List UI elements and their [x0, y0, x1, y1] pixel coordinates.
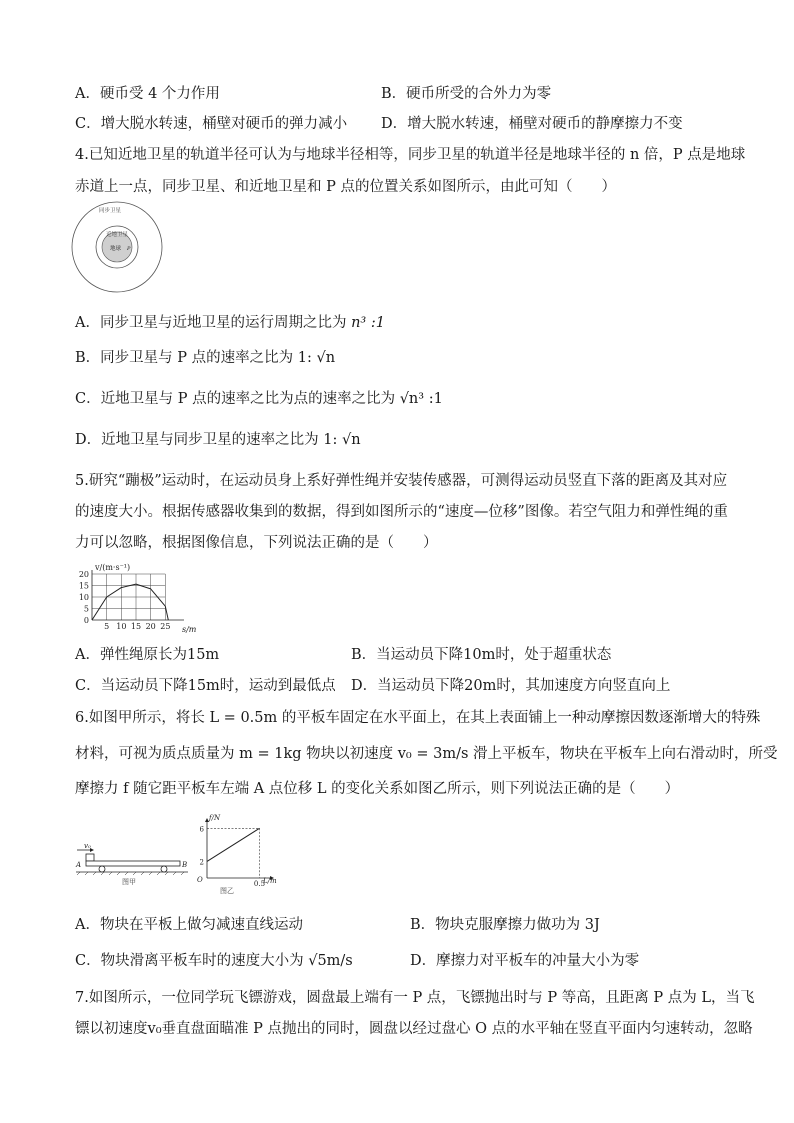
q6-option-b: B．物块克服摩擦力做功为 3J: [410, 917, 600, 933]
q3-option-c: C．增大脱水转速，桶壁对硬币的弹力减小: [75, 116, 348, 132]
chart-xlabel: s/m: [182, 625, 197, 634]
q5-option-a: A．弹性绳原长为15m: [75, 647, 220, 663]
y-tick-label: 6: [199, 825, 204, 834]
q5-stem-line1: 5.研究“蹦极”运动时，在运动员身上系好弹性绳并安装传感器，可测得运动员竖直下落的距离及其对应: [75, 473, 728, 489]
q4-option-a-math: n³ :1: [351, 315, 385, 331]
q5-option-c: C．当运动员下降15m时，运动到最低点: [75, 678, 336, 694]
point-b-label: B: [182, 861, 188, 869]
q5-stem-line2: 的速度大小。根据传感器收集到的数据，得到如图所示的“速度—位移”图像。若空气阻力和弹性绳的重: [75, 504, 728, 520]
q4-option-b-text: B．同步卫星与 P 点的速率之比为: [75, 350, 294, 366]
q5-option-b: B．当运动员下降10m时，处于超重状态: [351, 647, 612, 663]
y-tick-label: 0: [83, 616, 89, 625]
ground-hatch: [77, 872, 184, 875]
friction-displacement-chart: [192, 812, 282, 894]
q5-option-d: D．当运动员下降20m时，其加速度方向竖直向上: [351, 678, 671, 694]
chart-xlabel: L/m: [263, 877, 277, 885]
x-tick-label: 15: [130, 622, 142, 631]
chart-series: [207, 828, 260, 861]
q4-option-c-text: C．近地卫星与 P 点的速率之比为点的速率之比为: [75, 391, 396, 407]
q4-option-d: [75, 430, 361, 450]
x-tick-label: 20: [145, 622, 156, 631]
chart-axes: [205, 818, 274, 880]
q3-option-a: A．硬币受 4 个力作用: [75, 86, 220, 102]
x-tick-label: 10: [116, 622, 127, 631]
y-tick-label: 15: [78, 581, 89, 591]
y-tick-label: 20: [78, 570, 89, 579]
q3-option-b: B．硬币所受的合外力为零: [381, 86, 552, 102]
chart-tick-labels: [79, 570, 171, 631]
x-tick-label: 5: [104, 622, 110, 631]
block-shape: [86, 854, 94, 861]
sync-orbit-label: 同步卫星: [99, 208, 122, 214]
x-tick-label: 0.5: [253, 880, 266, 888]
point-a-label: A: [76, 861, 82, 869]
series-line: [207, 828, 260, 861]
point-p-label: P: [127, 246, 131, 252]
q4-option-b: [75, 348, 335, 368]
q6-stem-line1: 6.如图甲所示，将长 L = 0.5m 的平板车固定在水平面上，在其上表面铺上一种动摩擦因数逐渐增大的特殊: [75, 710, 761, 726]
x-tick-label: 25: [160, 622, 171, 631]
q7-stem-line1: 7.如图所示，一位同学玩飞镖游戏，圆盘最上端有一 P 点，飞镖抛出时与 P 等高，且距离 P 点为 L，当飞: [75, 990, 755, 1006]
q4-option-c-math: √n³ :1: [399, 391, 443, 407]
q4-option-a: [75, 313, 385, 333]
q6-option-a: A．物块在平板上做匀减速直线运动: [75, 917, 303, 933]
v0-label: v₀: [84, 842, 91, 850]
q3-option-d: D．增大脱水转速，桶壁对硬币的静摩擦力不变: [381, 116, 683, 132]
chart-series: [92, 584, 168, 620]
chart-ylabel: v/(m·s⁻¹): [95, 563, 131, 572]
q6-option-d: D．摩擦力对平板车的冲量大小为零: [410, 953, 640, 969]
chart-guide-lines: [207, 828, 260, 878]
cart-board: [86, 861, 180, 866]
fig-a-caption: 图甲: [122, 878, 136, 885]
q4-orbit-figure: [70, 200, 165, 295]
series-line: [92, 584, 168, 620]
chart-tick-labels: [200, 825, 266, 888]
cart-wheel-right: [161, 866, 167, 872]
chart-ylabel: f/N: [209, 814, 221, 822]
q6-option-c-math: √5m/s: [308, 953, 353, 969]
q5-stem-line3: 力可以忽略，根据图像信息，下列说法正确的是（ ）: [75, 535, 438, 551]
q4-option-d-text: D．近地卫星与同步卫星的速率之比为: [75, 432, 319, 448]
velocity-displacement-chart: [70, 560, 205, 638]
q4-option-a-text: A．同步卫星与近地卫星的运行周期之比为: [75, 315, 347, 331]
origin-label: O: [197, 876, 203, 884]
y-tick-label: 10: [78, 593, 89, 602]
q6-stem-line2: 材料，可视为质点质量为 m = 1kg 物块以初速度 v₀ = 3m/s 滑上平板车，物块在平板车上向右滑动时，所受: [75, 746, 778, 762]
fig-b-caption: 图乙: [220, 887, 234, 894]
cart-wheel-left: [99, 866, 105, 872]
q4-stem-line2: 赤道上一点，同步卫星、和近地卫星和 P 点的位置关系如图所示，由此可知（ ）: [75, 179, 616, 195]
earth-label: 地球: [110, 246, 122, 252]
q6-stem-line3: 摩擦力 f 随它距平板车左端 A 点位移 L 的变化关系如图乙所示，则下列说法正确的是（ ）: [75, 781, 680, 797]
q6-figure-cart: [72, 840, 192, 885]
q4-option-b-math: 1: √n: [297, 350, 336, 366]
q6-option-c-text: C．物块滑离平板车时的速度大小为: [75, 953, 304, 969]
q4-option-d-math: 1: √n: [323, 432, 361, 448]
y-tick-label: 5: [83, 604, 89, 614]
q4-option-c: [75, 389, 443, 409]
q7-stem-line2: 镖以初速度v₀垂直盘面瞄准 P 点抛出的同时，圆盘以经过盘心 O 点的水平轴在竖直平面内匀速转动，忽略: [75, 1021, 753, 1037]
q4-stem-line1: 4.已知近地卫星的轨道半径可认为与地球半径相等，同步卫星的轨道半径是地球半径的 n 倍，P 点是地球: [75, 147, 746, 163]
near-orbit-label: 近地卫星: [106, 232, 129, 238]
chart-grid: [92, 574, 165, 620]
q6-option-c: [75, 951, 353, 971]
y-tick-label: 2: [199, 858, 204, 867]
chart-axes: [92, 570, 184, 620]
